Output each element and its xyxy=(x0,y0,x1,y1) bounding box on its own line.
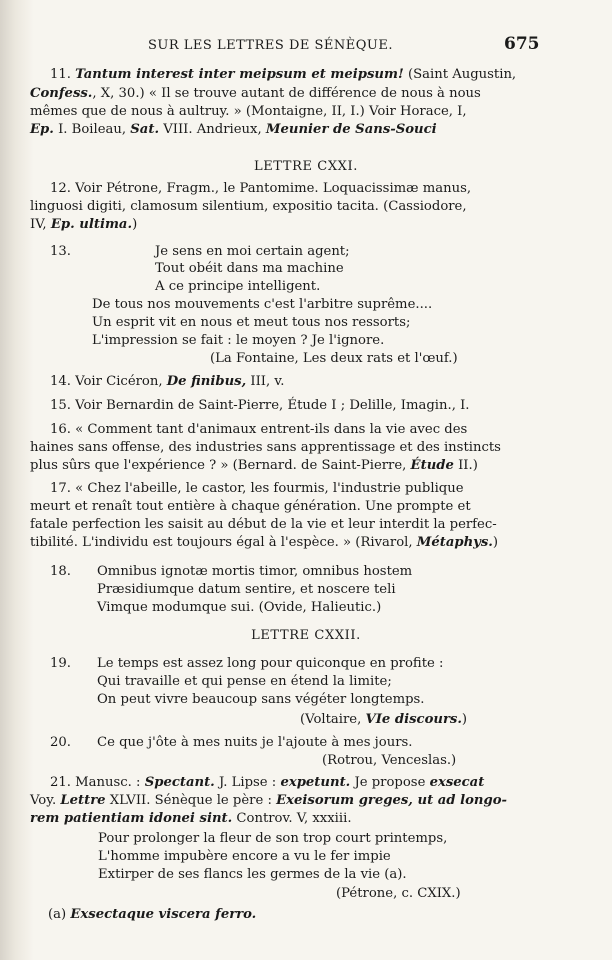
text-run: 16. « Comment tant d'animaux entrent-ils dans la vie avec des xyxy=(50,422,468,437)
text-line xyxy=(50,563,71,580)
text-run: De tous nos mouvements c'est l'arbitre suprême.... xyxy=(92,297,433,312)
text-run: Lettre xyxy=(60,793,106,808)
text-run: le Pantomime. Loquacissimæ manus, xyxy=(223,181,472,196)
text-run: expetunt. xyxy=(280,775,351,790)
text-run: 15. Voir Bernardin de Saint-Pierre, xyxy=(50,398,288,413)
text-run: Ce que j'ôte à mes nuits je l'ajoute à mes jours. xyxy=(97,735,413,750)
text-line xyxy=(30,216,137,233)
text-run: 12. Voir Pétrone, xyxy=(50,181,167,196)
text-run: (Ovide, xyxy=(254,600,311,615)
text-line xyxy=(30,498,471,515)
text-run: Qui travaille et qui pense en étend la limite; xyxy=(97,674,392,689)
text-run: Je propose xyxy=(350,775,430,790)
text-run: 11. xyxy=(50,67,76,82)
text-line xyxy=(98,866,407,883)
text-run: (Pétrone, c. CXIX.) xyxy=(336,886,461,901)
text-run: Sat. xyxy=(130,122,160,137)
text-run: XLVII. Sénèque le père : xyxy=(105,793,277,808)
section-heading: LETTRE CXXII. xyxy=(251,628,361,643)
text-run: 20. xyxy=(50,735,71,750)
text-line xyxy=(50,397,470,414)
text-line xyxy=(30,534,498,551)
text-run: linguosi digiti xyxy=(30,199,122,214)
text-run: Spectant. xyxy=(144,775,215,790)
text-run: 21. Manusc. : xyxy=(50,775,145,790)
text-run: VIe discours. xyxy=(365,712,462,727)
text-line xyxy=(30,85,481,102)
text-run: Halieutic. xyxy=(310,600,377,615)
text-line xyxy=(50,734,71,751)
text-run: , xyxy=(214,181,224,196)
text-run: Omnibus ignotæ mortis timor, omnibus hostem xyxy=(97,564,413,579)
text-run: Vimque modumque sui. xyxy=(97,600,255,615)
text-run: 19. xyxy=(50,656,71,671)
text-run: ) xyxy=(132,217,138,232)
text-run: , X, 30.) « Il se trouve autant de différence de nous à nous xyxy=(92,86,481,101)
text-run: Voy. xyxy=(30,793,61,808)
text-line xyxy=(30,121,437,138)
text-line xyxy=(97,599,381,616)
running-title: SUR LES LETTRES DE SÉNÈQUE. xyxy=(148,38,394,53)
text-line xyxy=(97,734,412,751)
text-run: plus sûrs que l'expérience ? » (Bernard. de Saint-Pierre, xyxy=(30,458,411,473)
text-line xyxy=(155,278,320,295)
text-run: Pour prolonger la fleur de son trop court printemps, xyxy=(98,831,448,846)
text-run: , I. xyxy=(451,398,470,413)
text-line xyxy=(300,711,467,728)
text-run: Exsectaque viscera ferro. xyxy=(70,907,257,922)
text-run: fatale perfection les saisit au début de la vie et leur interdit la perfec- xyxy=(30,517,497,532)
text-run: expositio tacita. xyxy=(272,199,379,214)
text-line xyxy=(50,180,471,197)
text-line xyxy=(50,655,71,672)
text-run: (Saint Augustin, xyxy=(403,67,517,82)
text-run: Imagin. xyxy=(400,398,452,413)
text-run: meurt et renaît tout entière à chaque génération. Une prompte et xyxy=(30,499,471,514)
text-run: Un esprit vit en nous et meut tous nos ressorts; xyxy=(92,315,411,330)
text-run: , xyxy=(121,199,131,214)
text-run: A ce principe intelligent. xyxy=(155,279,321,294)
text-line xyxy=(97,673,392,690)
text-run: Ep. ultima. xyxy=(50,217,133,232)
text-run: 18. xyxy=(50,564,71,579)
text-line xyxy=(30,439,501,456)
text-run: ) xyxy=(451,753,457,768)
text-line xyxy=(50,421,467,438)
section-heading: LETTRE CXXI. xyxy=(253,159,359,174)
text-run: Fragm. xyxy=(166,181,215,196)
text-line xyxy=(48,906,256,923)
text-run: Controv. V, xxxiii. xyxy=(232,811,352,826)
text-line xyxy=(92,314,410,331)
text-run: , xyxy=(264,199,273,214)
text-run: ) xyxy=(376,600,382,615)
text-run: (Cassiodore, xyxy=(378,199,467,214)
text-run: ) xyxy=(492,535,499,550)
text-run: clamosum silentium xyxy=(130,199,265,214)
text-line xyxy=(97,563,412,580)
text-line xyxy=(97,581,396,598)
text-run: (Voltaire, xyxy=(300,712,366,727)
text-line xyxy=(98,848,391,865)
text-line xyxy=(50,480,464,497)
text-line xyxy=(50,774,484,791)
text-run: Étude xyxy=(287,398,328,413)
text-run: J. Lipse : xyxy=(214,775,281,790)
text-run: ) xyxy=(452,351,458,366)
text-run: Confess. xyxy=(30,86,93,101)
text-run: Exeisorum greges, ut ad longo- xyxy=(276,793,507,808)
text-run: Tout obéit dans ma machine xyxy=(155,261,344,276)
text-run: 14. Voir Cicéron, xyxy=(50,374,167,389)
text-run: exsecat xyxy=(429,775,485,790)
text-run: I. Boileau, xyxy=(53,122,131,137)
text-run: II.) xyxy=(453,458,478,473)
text-line xyxy=(50,66,516,83)
page-edge-shadow xyxy=(0,0,34,960)
text-run: I ; Delille, xyxy=(327,398,401,413)
text-line xyxy=(92,332,384,349)
text-line xyxy=(98,830,447,847)
text-line xyxy=(92,296,432,313)
text-run: ) xyxy=(461,712,468,727)
text-line xyxy=(50,373,284,390)
text-line xyxy=(30,103,467,120)
text-line xyxy=(50,243,71,260)
text-run: Le temps est assez long pour quiconque en profite : xyxy=(97,656,444,671)
text-run: Meunier de Sans-Souci xyxy=(265,122,437,137)
text-run: Venceslas. xyxy=(381,753,452,768)
text-run: haines sans offense, des industries sans apprentissage et des instincts xyxy=(30,440,501,455)
text-run: On peut vivre beaucoup sans végéter longtemps. xyxy=(97,692,425,707)
text-line xyxy=(336,885,461,902)
text-run: L'impression se fait : le moyen ? Je l'ignore. xyxy=(92,333,385,348)
text-line xyxy=(97,655,443,672)
text-run: Métaphys. xyxy=(416,535,493,550)
text-run: tibilité. L'individu est toujours égal à l'espèce. » (Rivarol, xyxy=(30,535,417,550)
text-line xyxy=(155,243,350,260)
text-line xyxy=(97,691,425,708)
page-number: 675 xyxy=(504,34,540,54)
text-run: Tantum interest inter meipsum et meipsum! xyxy=(75,67,404,82)
text-run: Extirper de ses flancs les germes de la vie (a). xyxy=(98,867,407,882)
text-line xyxy=(30,792,507,809)
text-run: Ep. xyxy=(30,122,54,137)
text-run: (La Fontaine, xyxy=(210,351,303,366)
text-run: VIII. Andrieux, xyxy=(159,122,266,137)
text-run: Je sens en moi certain agent; xyxy=(155,244,350,259)
text-run: Étude xyxy=(410,458,454,473)
text-run: IV, xyxy=(30,217,51,232)
text-run: Les deux rats et l'œuf. xyxy=(302,351,453,366)
text-line xyxy=(30,810,352,827)
text-line xyxy=(210,350,458,367)
text-line xyxy=(30,198,467,215)
text-run: (a) xyxy=(48,907,71,922)
text-run: 13. xyxy=(50,244,71,259)
text-line xyxy=(30,457,478,474)
text-run: rem patientiam idonei sint. xyxy=(30,811,233,826)
text-run: Præsidiumque datum sentire, et noscere teli xyxy=(97,582,396,597)
text-run: (Rotrou, xyxy=(322,753,382,768)
text-run: L'homme impubère encore a vu le fer impie xyxy=(98,849,391,864)
text-run: III, v. xyxy=(246,374,285,389)
text-line xyxy=(155,260,344,277)
text-run: De finibus, xyxy=(166,374,247,389)
text-run: 17. « Chez l'abeille, le castor, les fourmis, l'industrie publique xyxy=(50,481,464,496)
text-line xyxy=(322,752,456,769)
text-line xyxy=(30,516,497,533)
text-run: mêmes que de nous à aultruy. » (Montaigne, II, I.) Voir Horace, I, xyxy=(30,104,467,119)
